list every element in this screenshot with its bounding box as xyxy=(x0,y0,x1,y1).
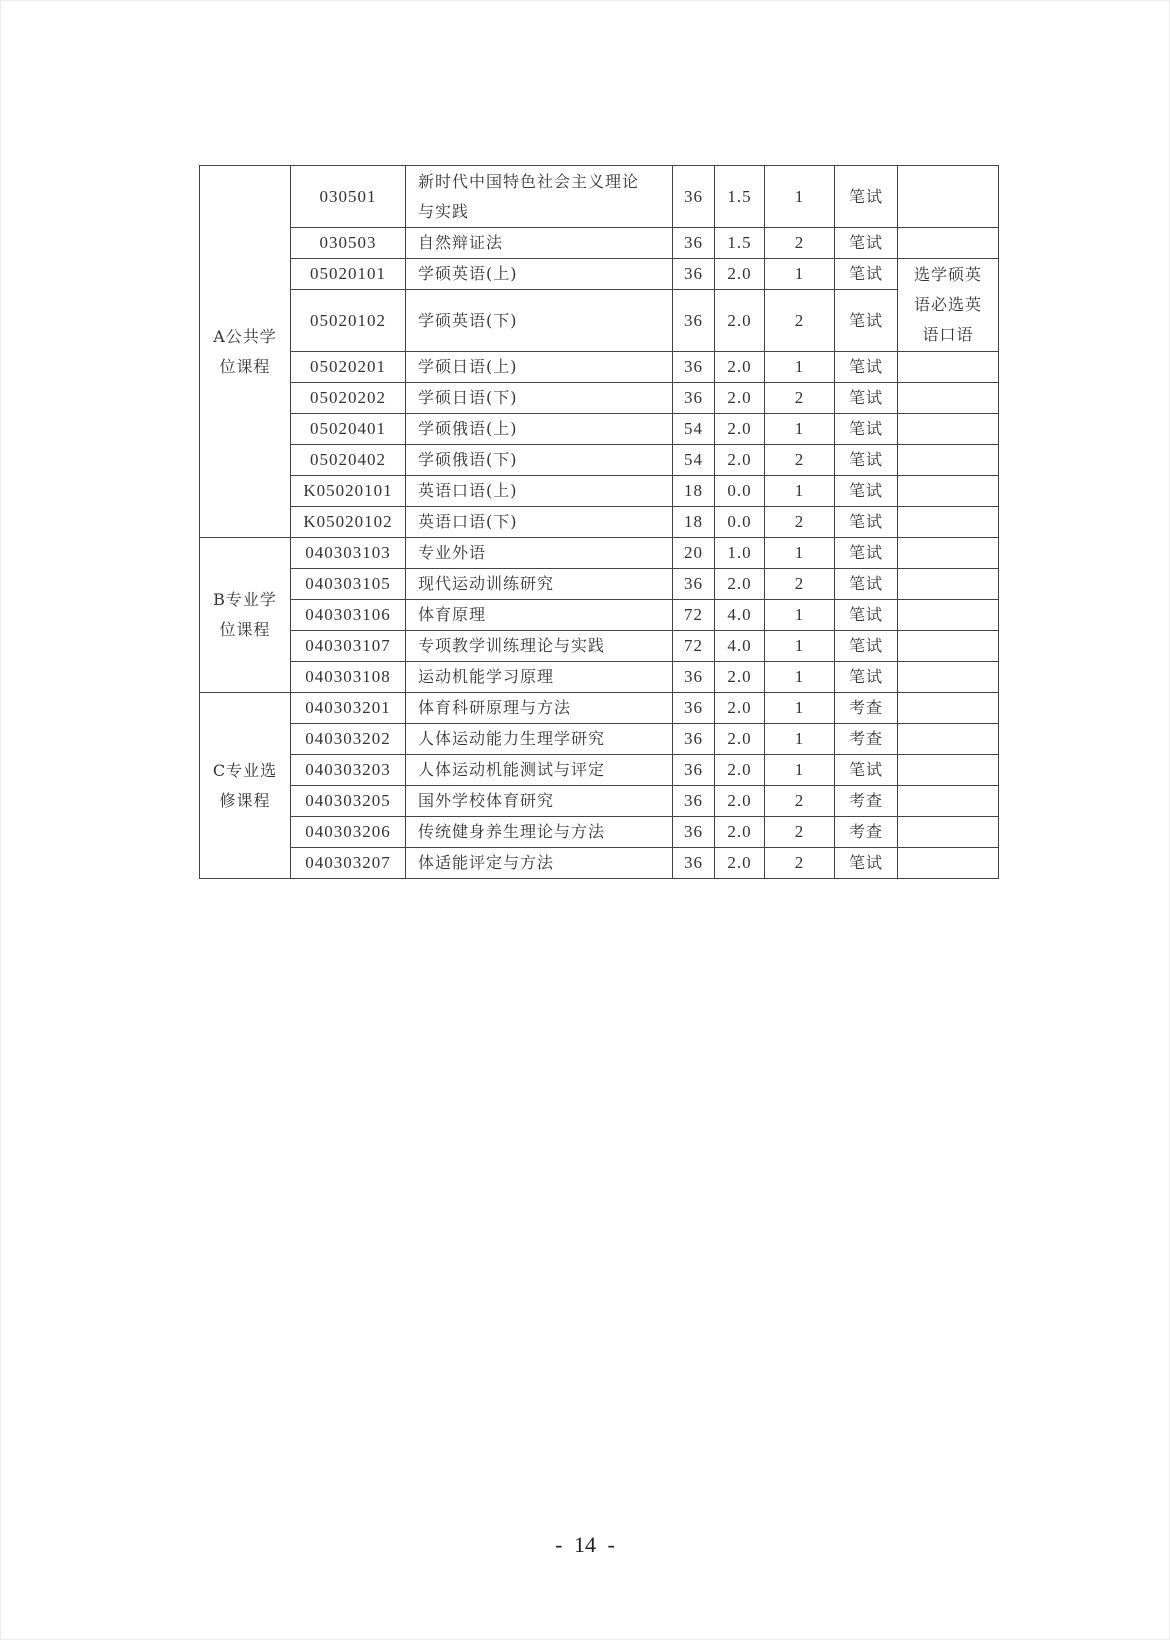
table-row xyxy=(200,414,999,445)
course-credits: 1.0 xyxy=(715,538,765,569)
course-semester: 2 xyxy=(765,228,835,259)
table-row xyxy=(200,817,999,848)
category-label: C专业选 xyxy=(212,760,278,780)
course-credits: 2.0 xyxy=(715,693,765,724)
course-exam: 考查 xyxy=(835,817,898,848)
course-semester: 1 xyxy=(765,538,835,569)
course-semester: 1 xyxy=(765,352,835,383)
course-exam: 笔试 xyxy=(835,476,898,507)
course-code: 040303201 xyxy=(291,693,406,724)
course-name: 学硕俄语(上) xyxy=(406,414,673,445)
course-note xyxy=(898,693,999,724)
table-row xyxy=(200,290,999,352)
course-hours: 36 xyxy=(673,290,715,352)
course-semester: 1 xyxy=(765,414,835,445)
course-note xyxy=(898,817,999,848)
course-note xyxy=(898,755,999,786)
table-row xyxy=(200,600,999,631)
course-note xyxy=(898,786,999,817)
course-hours: 54 xyxy=(673,445,715,476)
course-note xyxy=(898,507,999,538)
course-name: 专项教学训练理论与实践 xyxy=(406,631,673,662)
course-credits: 2.0 xyxy=(715,724,765,755)
course-name: 人体运动能力生理学研究 xyxy=(406,724,673,755)
course-code: 05020401 xyxy=(291,414,406,445)
table-row xyxy=(200,662,999,693)
course-semester: 2 xyxy=(765,569,835,600)
table-row xyxy=(200,259,999,290)
category-label: A公共学 xyxy=(213,326,277,346)
course-credits: 2.0 xyxy=(715,569,765,600)
course-semester: 2 xyxy=(765,848,835,879)
course-note xyxy=(898,538,999,569)
course-hours: 36 xyxy=(673,662,715,693)
course-code: 030503 xyxy=(291,228,406,259)
course-exam: 笔试 xyxy=(835,755,898,786)
course-credits: 2.0 xyxy=(715,786,765,817)
course-credits: 2.0 xyxy=(715,352,765,383)
course-note xyxy=(898,631,999,662)
course-semester: 1 xyxy=(765,724,835,755)
course-name: 学硕日语(上) xyxy=(406,352,673,383)
course-hours: 36 xyxy=(673,259,715,290)
course-code: 040303106 xyxy=(291,600,406,631)
course-hours: 36 xyxy=(673,786,715,817)
course-credits: 2.0 xyxy=(715,259,765,290)
course-code: 030501 xyxy=(291,166,406,228)
course-exam: 笔试 xyxy=(835,414,898,445)
course-semester: 1 xyxy=(765,755,835,786)
course-hours: 36 xyxy=(673,569,715,600)
table-row xyxy=(200,166,999,228)
table-row xyxy=(200,228,999,259)
course-name: 专业外语 xyxy=(406,538,673,569)
course-code: 05020402 xyxy=(291,445,406,476)
course-credits: 2.0 xyxy=(715,414,765,445)
course-code: 040303206 xyxy=(291,817,406,848)
course-semester: 2 xyxy=(765,817,835,848)
course-credits: 0.0 xyxy=(715,476,765,507)
table-row xyxy=(200,352,999,383)
course-credits: 4.0 xyxy=(715,631,765,662)
table-row xyxy=(200,848,999,879)
course-name: 人体运动机能测试与评定 xyxy=(406,755,673,786)
category-label: 位课程 xyxy=(219,620,271,639)
course-code: 040303107 xyxy=(291,631,406,662)
course-semester: 1 xyxy=(765,631,835,662)
course-name: 英语口语(上) xyxy=(406,476,673,507)
course-exam: 笔试 xyxy=(835,166,898,228)
english-requirement-note xyxy=(898,259,999,352)
course-credits: 1.5 xyxy=(715,228,765,259)
course-exam: 笔试 xyxy=(835,290,898,352)
course-credits: 4.0 xyxy=(715,600,765,631)
course-hours: 20 xyxy=(673,538,715,569)
table-row xyxy=(200,724,999,755)
course-name: 学硕英语(上) xyxy=(406,259,673,290)
table-row xyxy=(200,383,999,414)
course-table xyxy=(199,165,999,879)
course-credits: 1.5 xyxy=(715,166,765,228)
course-hours: 72 xyxy=(673,600,715,631)
course-credits: 2.0 xyxy=(715,817,765,848)
course-hours: 36 xyxy=(673,848,715,879)
category-cell-a xyxy=(200,166,291,538)
course-name: 学硕英语(下) xyxy=(406,290,673,352)
course-exam: 笔试 xyxy=(835,600,898,631)
course-code: K05020102 xyxy=(291,507,406,538)
course-note xyxy=(898,569,999,600)
table-row xyxy=(200,507,999,538)
course-code: 040303108 xyxy=(291,662,406,693)
course-note xyxy=(898,352,999,383)
course-name: 学硕日语(下) xyxy=(406,383,673,414)
course-hours: 36 xyxy=(673,755,715,786)
course-note xyxy=(898,383,999,414)
course-code: 040303202 xyxy=(291,724,406,755)
table-row xyxy=(200,538,999,569)
course-name: 体育原理 xyxy=(406,600,673,631)
course-code: 040303105 xyxy=(291,569,406,600)
course-note xyxy=(898,848,999,879)
note-line: 语口语 xyxy=(922,325,974,344)
course-semester: 1 xyxy=(765,166,835,228)
course-semester: 2 xyxy=(765,290,835,352)
table-row xyxy=(200,786,999,817)
category-label: 修课程 xyxy=(219,790,271,810)
course-semester: 2 xyxy=(765,445,835,476)
course-exam: 笔试 xyxy=(835,383,898,414)
course-name-line: 与实践 xyxy=(418,201,470,221)
course-semester: 2 xyxy=(765,383,835,414)
course-code: 05020101 xyxy=(291,259,406,290)
course-hours: 36 xyxy=(673,817,715,848)
course-exam: 考查 xyxy=(835,693,898,724)
course-note xyxy=(898,445,999,476)
course-hours: 36 xyxy=(673,228,715,259)
page-number: - 14 - xyxy=(555,1532,615,1557)
course-code: K05020101 xyxy=(291,476,406,507)
course-name: 现代运动训练研究 xyxy=(406,569,673,600)
course-name xyxy=(406,166,673,228)
table-row xyxy=(200,445,999,476)
course-hours: 36 xyxy=(673,352,715,383)
course-hours: 36 xyxy=(673,383,715,414)
category-cell-b xyxy=(200,538,291,693)
course-semester: 2 xyxy=(765,786,835,817)
course-code: 040303205 xyxy=(291,786,406,817)
course-note xyxy=(898,662,999,693)
course-exam: 笔试 xyxy=(835,228,898,259)
course-name-line: 新时代中国特色社会主义理论 xyxy=(418,171,640,191)
table-row xyxy=(200,755,999,786)
course-credits: 2.0 xyxy=(715,755,765,786)
course-code: 05020202 xyxy=(291,383,406,414)
course-hours: 54 xyxy=(673,414,715,445)
course-semester: 1 xyxy=(765,476,835,507)
note-line: 选学硕英 xyxy=(913,265,982,284)
course-note xyxy=(898,724,999,755)
course-credits: 0.0 xyxy=(715,507,765,538)
course-name: 国外学校体育研究 xyxy=(406,786,673,817)
course-hours: 36 xyxy=(673,693,715,724)
course-credits: 2.0 xyxy=(715,290,765,352)
course-code: 040303203 xyxy=(291,755,406,786)
course-semester: 2 xyxy=(765,507,835,538)
course-note xyxy=(898,476,999,507)
course-hours: 36 xyxy=(673,724,715,755)
course-semester: 1 xyxy=(765,662,835,693)
course-exam: 笔试 xyxy=(835,662,898,693)
course-hours: 18 xyxy=(673,507,715,538)
course-hours: 36 xyxy=(673,166,715,228)
course-semester: 1 xyxy=(765,600,835,631)
course-exam: 笔试 xyxy=(835,259,898,290)
course-exam: 笔试 xyxy=(835,569,898,600)
course-exam: 考查 xyxy=(835,786,898,817)
table-row xyxy=(200,476,999,507)
category-label: B专业学 xyxy=(213,590,277,609)
course-name: 学硕俄语(下) xyxy=(406,445,673,476)
course-name: 自然辩证法 xyxy=(406,228,673,259)
course-code: 040303103 xyxy=(291,538,406,569)
course-note xyxy=(898,414,999,445)
course-note xyxy=(898,600,999,631)
course-exam: 笔试 xyxy=(835,848,898,879)
course-credits: 2.0 xyxy=(715,848,765,879)
course-code: 040303207 xyxy=(291,848,406,879)
course-exam: 笔试 xyxy=(835,538,898,569)
course-name: 运动机能学习原理 xyxy=(406,662,673,693)
course-note xyxy=(898,228,999,259)
table-row xyxy=(200,693,999,724)
course-credits: 2.0 xyxy=(715,445,765,476)
course-semester: 1 xyxy=(765,259,835,290)
course-exam: 考查 xyxy=(835,724,898,755)
course-exam: 笔试 xyxy=(835,507,898,538)
course-note xyxy=(898,166,999,228)
course-hours: 72 xyxy=(673,631,715,662)
table-row xyxy=(200,569,999,600)
course-code: 05020102 xyxy=(291,290,406,352)
course-semester: 1 xyxy=(765,693,835,724)
note-line: 语必选英 xyxy=(913,295,982,314)
course-hours: 18 xyxy=(673,476,715,507)
course-credits: 2.0 xyxy=(715,383,765,414)
course-name: 体育科研原理与方法 xyxy=(406,693,673,724)
course-exam: 笔试 xyxy=(835,445,898,476)
course-name: 英语口语(下) xyxy=(406,507,673,538)
category-label: 位课程 xyxy=(219,356,271,376)
course-code: 05020201 xyxy=(291,352,406,383)
table-row xyxy=(200,631,999,662)
course-name: 传统健身养生理论与方法 xyxy=(406,817,673,848)
course-exam: 笔试 xyxy=(835,352,898,383)
course-name: 体适能评定与方法 xyxy=(406,848,673,879)
course-credits: 2.0 xyxy=(715,662,765,693)
course-exam: 笔试 xyxy=(835,631,898,662)
category-cell-c xyxy=(200,693,291,879)
